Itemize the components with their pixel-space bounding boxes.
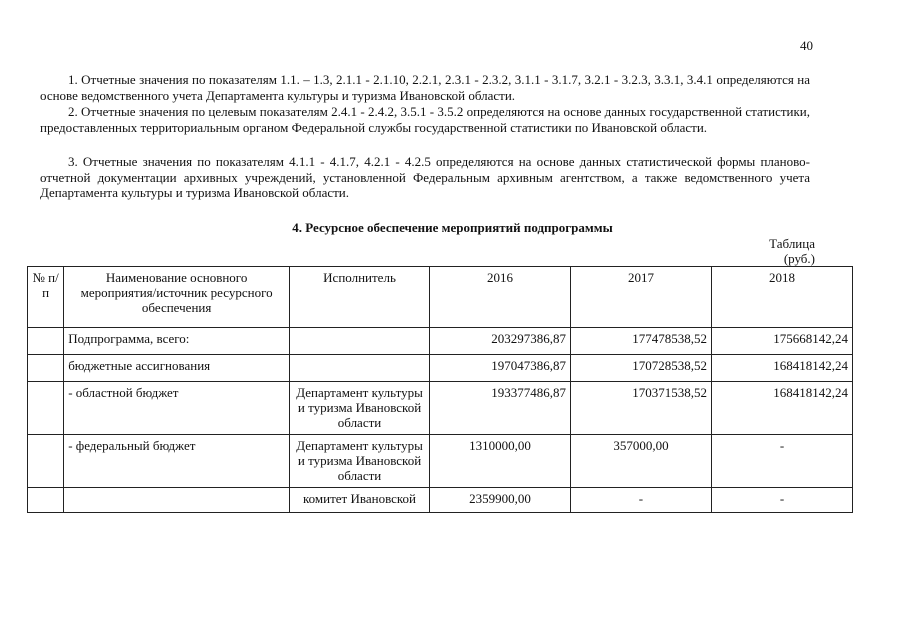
cell-2017: - (570, 488, 711, 513)
paragraph-3: 3. Отчетные значения по показателям 4.1.1 - 4.1.7, 4.2.1 - 4.2.5 определяются на основе данных статистической формы планово-отчетной документации архивных учреждений, установленной Федеральным архивным агентством, а также ведомственного учета Департамента культуры и туризма Ивановской области. (40, 154, 810, 200)
cell-name: Подпрограмма, всего: (64, 328, 290, 355)
header-2017: 2017 (570, 267, 711, 328)
table-row (28, 488, 853, 513)
cell-name: - областной бюджет (64, 382, 290, 435)
table-caption (725, 236, 815, 266)
cell-executor: Департамент культуры и туризма Ивановской области (290, 382, 430, 435)
cell-name: - федеральный бюджет (64, 435, 290, 488)
cell-2016: 197047386,87 (429, 355, 570, 382)
table-row (28, 355, 853, 382)
cell-name (64, 488, 290, 513)
header-num: № п/п (28, 267, 64, 328)
cell-2016: 193377486,87 (429, 382, 570, 435)
cell-2018: - (711, 488, 852, 513)
table-caption-unit: (руб.) (783, 251, 815, 266)
cell-num (28, 355, 64, 382)
table-row (28, 382, 853, 435)
cell-2018: 175668142,24 (711, 328, 852, 355)
table-caption-label: Таблица (769, 236, 815, 251)
table-row (28, 435, 853, 488)
cell-2016: 203297386,87 (429, 328, 570, 355)
cell-2017: 357000,00 (570, 435, 711, 488)
cell-2017: 170371538,52 (570, 382, 711, 435)
cell-2016: 1310000,00 (429, 435, 570, 488)
header-2018: 2018 (711, 267, 852, 328)
resource-table (27, 266, 853, 513)
header-2016: 2016 (429, 267, 570, 328)
cell-num (28, 488, 64, 513)
cell-num (28, 382, 64, 435)
cell-2016: 2359900,00 (429, 488, 570, 513)
cell-name: бюджетные ассигнования (64, 355, 290, 382)
header-name: Наименование основного мероприятия/источник ресурсного обеспечения (64, 267, 290, 328)
cell-2018: 168418142,24 (711, 382, 852, 435)
paragraph-1: 1. Отчетные значения по показателям 1.1. – 1.3, 2.1.1 - 2.1.10, 2.2.1, 2.3.1 - 2.3.2, 3.1.1 - 3.1.7, 3.2.1 - 3.2.3, 3.3.1, 3.4.1 определяются на основе ведомственного учета Департамента культуры и туризма Ивановской области. (40, 72, 810, 103)
cell-executor: Департамент культуры и туризма Ивановской области (290, 435, 430, 488)
cell-2017: 177478538,52 (570, 328, 711, 355)
cell-executor (290, 355, 430, 382)
page-number: 40 (800, 38, 813, 53)
cell-2018: 168418142,24 (711, 355, 852, 382)
cell-num (28, 435, 64, 488)
section-title: 4. Ресурсное обеспечение мероприятий подпрограммы (292, 220, 613, 235)
table-row (28, 328, 853, 355)
paragraph-2: 2. Отчетные значения по целевым показателям 2.4.1 - 2.4.2, 3.5.1 - 3.5.2 определяются на основе данных государственной статистики, предоставленных территориальным органом Федеральной службы государственной статистики по Ивановской области. (40, 104, 810, 135)
cell-2018: - (711, 435, 852, 488)
header-executor: Исполнитель (290, 267, 430, 328)
cell-num (28, 328, 64, 355)
table-header-row (28, 267, 853, 328)
cell-executor (290, 328, 430, 355)
cell-2017: 170728538,52 (570, 355, 711, 382)
cell-executor: комитет Ивановской (290, 488, 430, 513)
